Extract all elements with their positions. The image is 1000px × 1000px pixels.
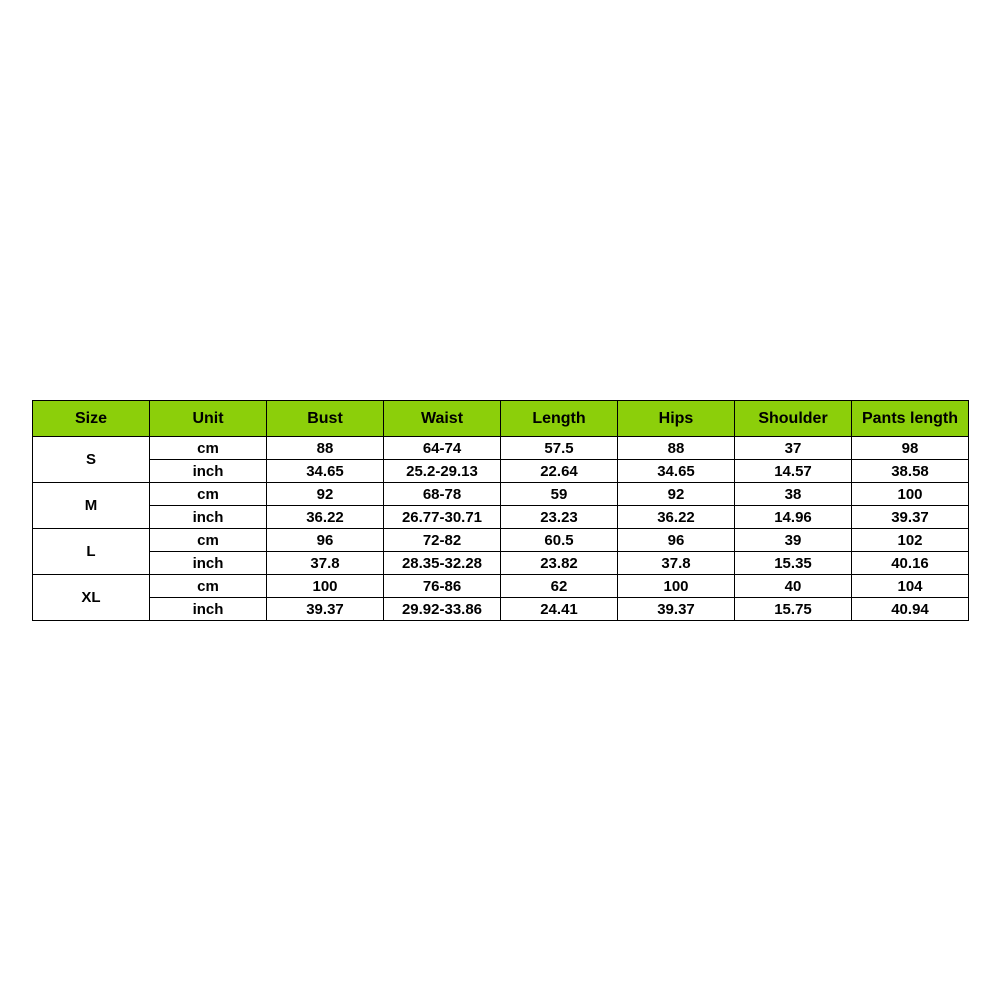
unit-cell: cm (150, 483, 267, 506)
value-cell: 26.77-30.71 (384, 506, 501, 529)
value-cell: 15.75 (735, 598, 852, 621)
value-cell: 100 (618, 575, 735, 598)
table-row (33, 460, 969, 483)
value-cell: 100 (852, 483, 969, 506)
value-cell: 34.65 (618, 460, 735, 483)
value-cell: 104 (852, 575, 969, 598)
value-cell: 40.94 (852, 598, 969, 621)
table-row (33, 529, 969, 552)
value-cell: 64-74 (384, 437, 501, 460)
value-cell: 76-86 (384, 575, 501, 598)
value-cell: 98 (852, 437, 969, 460)
table-body (33, 437, 969, 621)
table-row (33, 506, 969, 529)
value-cell: 37 (735, 437, 852, 460)
column-header: Shoulder (735, 401, 852, 437)
value-cell: 38.58 (852, 460, 969, 483)
value-cell: 60.5 (501, 529, 618, 552)
value-cell: 23.23 (501, 506, 618, 529)
value-cell: 59 (501, 483, 618, 506)
value-cell: 28.35-32.28 (384, 552, 501, 575)
value-cell: 62 (501, 575, 618, 598)
value-cell: 39.37 (852, 506, 969, 529)
value-cell: 68-78 (384, 483, 501, 506)
value-cell: 29.92-33.86 (384, 598, 501, 621)
value-cell: 88 (267, 437, 384, 460)
value-cell: 40.16 (852, 552, 969, 575)
column-header: Unit (150, 401, 267, 437)
column-header: Pants length (852, 401, 969, 437)
value-cell: 34.65 (267, 460, 384, 483)
value-cell: 40 (735, 575, 852, 598)
value-cell: 72-82 (384, 529, 501, 552)
value-cell: 36.22 (618, 506, 735, 529)
size-cell: M (33, 483, 150, 529)
size-cell: S (33, 437, 150, 483)
unit-cell: cm (150, 575, 267, 598)
column-header: Waist (384, 401, 501, 437)
unit-cell: cm (150, 529, 267, 552)
header-row (33, 401, 969, 437)
value-cell: 38 (735, 483, 852, 506)
value-cell: 37.8 (267, 552, 384, 575)
unit-cell: inch (150, 598, 267, 621)
value-cell: 23.82 (501, 552, 618, 575)
value-cell: 39.37 (267, 598, 384, 621)
unit-cell: inch (150, 552, 267, 575)
value-cell: 96 (618, 529, 735, 552)
value-cell: 15.35 (735, 552, 852, 575)
table-header (33, 401, 969, 437)
column-header: Length (501, 401, 618, 437)
table-row (33, 437, 969, 460)
size-cell: XL (33, 575, 150, 621)
value-cell: 100 (267, 575, 384, 598)
value-cell: 92 (618, 483, 735, 506)
size-chart-table (32, 400, 969, 621)
table-row (33, 575, 969, 598)
unit-cell: inch (150, 506, 267, 529)
value-cell: 39.37 (618, 598, 735, 621)
value-cell: 24.41 (501, 598, 618, 621)
value-cell: 25.2-29.13 (384, 460, 501, 483)
value-cell: 57.5 (501, 437, 618, 460)
value-cell: 22.64 (501, 460, 618, 483)
table-row (33, 483, 969, 506)
unit-cell: cm (150, 437, 267, 460)
value-cell: 102 (852, 529, 969, 552)
value-cell: 92 (267, 483, 384, 506)
column-header: Bust (267, 401, 384, 437)
value-cell: 37.8 (618, 552, 735, 575)
column-header: Hips (618, 401, 735, 437)
unit-cell: inch (150, 460, 267, 483)
value-cell: 88 (618, 437, 735, 460)
value-cell: 96 (267, 529, 384, 552)
size-cell: L (33, 529, 150, 575)
column-header: Size (33, 401, 150, 437)
value-cell: 14.96 (735, 506, 852, 529)
table-row (33, 552, 969, 575)
value-cell: 39 (735, 529, 852, 552)
value-cell: 36.22 (267, 506, 384, 529)
value-cell: 14.57 (735, 460, 852, 483)
table-row (33, 598, 969, 621)
